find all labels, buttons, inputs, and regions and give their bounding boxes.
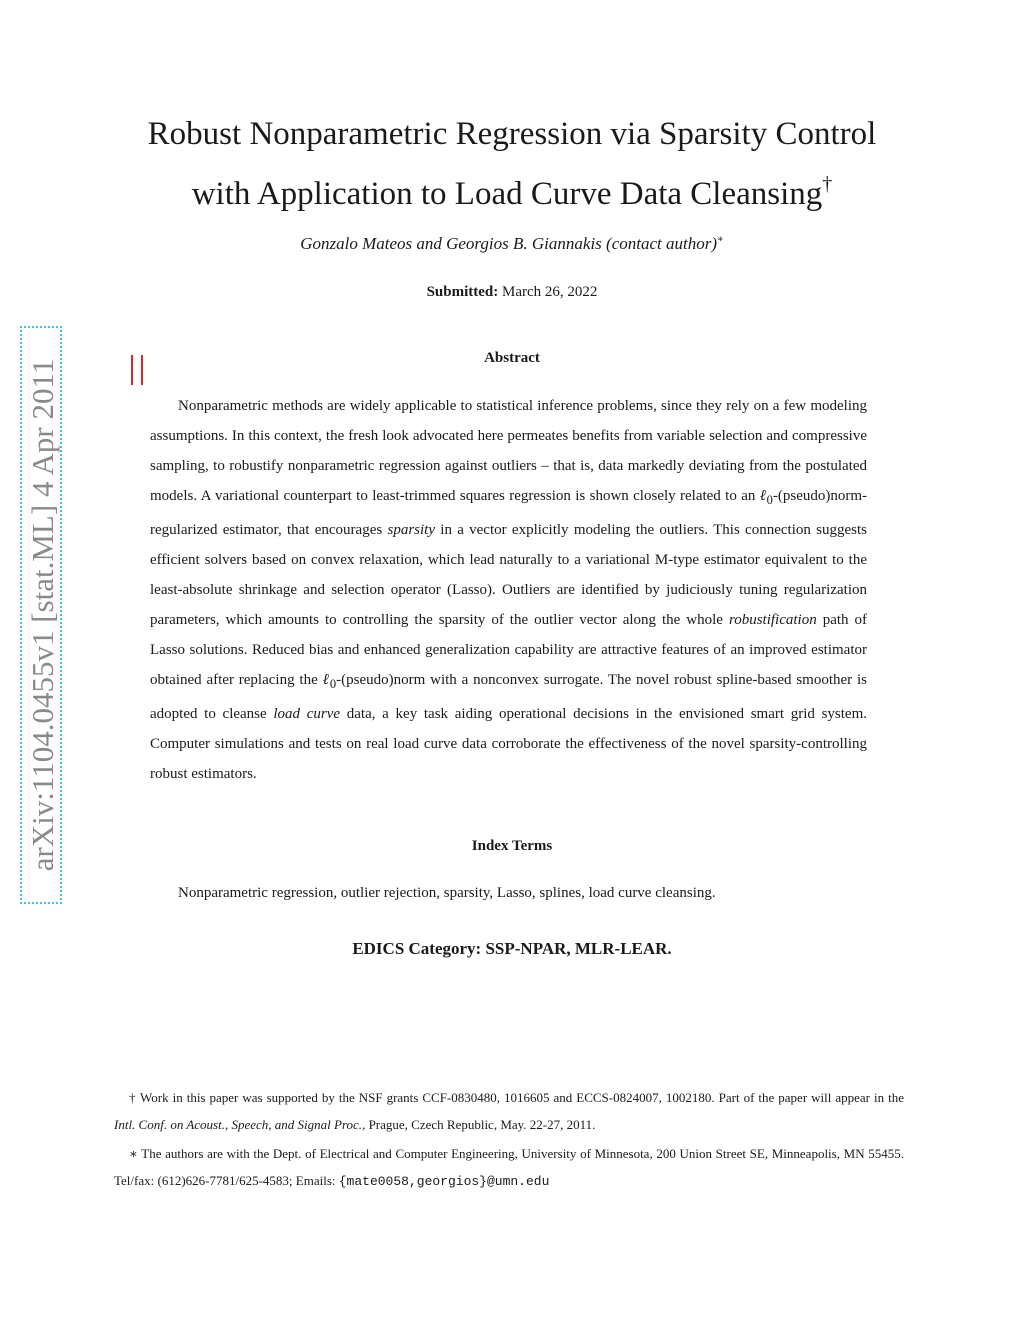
abstract-text-2: -(pseudo)norm-regularized estimator, that encourages	[150, 488, 868, 538]
index-terms-heading: Index Terms	[471, 838, 553, 854]
term-load-curve: load curve	[273, 706, 341, 722]
index-terms-keywords: Nonparametric regression, outlier rejection, sparsity, Lasso, splines, load curve cleansing.	[178, 885, 716, 901]
authors-text: Gonzalo Mateos and Georgios B. Giannakis (contact author)	[300, 234, 717, 253]
footnote-dagger: †	[129, 1090, 137, 1105]
submitted-date: March 26, 2022	[502, 284, 598, 300]
ell-symbol-2: ℓ	[322, 672, 330, 688]
paper-title	[0, 104, 1024, 224]
title-line-2-text: with Application to Load Curve Data Cleansing	[191, 176, 823, 212]
abstract-text-6: data, a key task aiding operational decisions in the envisioned smart grid system. Computer simulations and tests on real load curve data corroborate the effectiveness of the novel sparsity-controlling robust estimators.	[150, 706, 867, 782]
author-list	[0, 234, 1024, 254]
abstract-text-4: path of Lasso solutions. Reduced bias and enhanced generalization capability are attractive features of an improved estimator obtained after replacing the	[150, 612, 867, 688]
term-robustification: robustification	[728, 612, 817, 628]
abstract-text-5: -(pseudo)norm with a nonconvex surrogate. The novel robust spline-based smoother is adopted to cleanse	[150, 672, 867, 722]
ell-symbol-1: ℓ	[759, 488, 767, 504]
edics-category: EDICS Category: SSP-NPAR, MLR-LEAR.	[352, 939, 672, 958]
ell-subscript-1: 0	[766, 493, 773, 507]
footnote-funding-text: Work in this paper was supported by the NSF grants CCF-0830480, 1016605 and ECCS-0824007, 1002180. Part of the paper will appear in the	[136, 1090, 905, 1105]
author-asterisk-mark: ∗	[716, 234, 724, 245]
submitted-label: Submitted:	[426, 284, 499, 300]
footnote-venue: Intl. Conf. on Acoust., Speech, and Signal Proc.	[114, 1117, 363, 1132]
title-line-1: Robust Nonparametric Regression via Sparsity Control	[147, 116, 877, 152]
abstract-text-3: in a vector explicitly modeling the outliers. This connection suggests efficient solvers based on convex relaxation, which lead naturally to a variational M-type estimator equivalent to the least-absolute shrinkage and selection operator (Lasso). Outliers are identified by judiciously tuning regularization parameters, which amounts to controlling the sparsity of the outlier vector along the whole	[150, 522, 867, 628]
term-sparsity: sparsity	[387, 522, 435, 538]
abstract-text-1: Nonparametric methods are widely applicable to statistical inference problems, since they rely on a few modeling assumptions. In this context, the fresh look advocated here permeates benefits from variable selection and compressive sampling, to robustify nonparametric regression against outliers – that is, data markedly deviating from the postulated models. A variational counterpart to least-trimmed squares regression is shown closely related to an	[150, 398, 867, 504]
arxiv-stamp: arXiv:1104.0455v1 [stat.ML] 4 Apr 2011	[25, 358, 60, 872]
footnote-affiliation	[114, 1140, 904, 1195]
footnote-emails: {mate0058,georgios}@umn.edu	[338, 1174, 550, 1189]
submission-date	[0, 284, 1024, 301]
abstract-body	[150, 391, 867, 789]
footnote-asterisk: ∗	[129, 1146, 138, 1161]
abstract-heading: Abstract	[484, 350, 540, 366]
footnote-funding-location: , Prague, Czech Republic, May. 22-27, 2011.	[362, 1117, 596, 1132]
footnote-funding	[114, 1084, 904, 1138]
footnote-affiliation-text: The authors are with the Dept. of Electrical and Computer Engineering, University of Minnesota, 200 Union Street SE, Minneapolis, MN 55455. Tel/fax: (612)626-7781/625-4583; Emails:	[114, 1146, 904, 1188]
title-dagger-mark: †	[822, 173, 833, 195]
ell-subscript-2: 0	[329, 677, 337, 691]
title-line-2	[0, 164, 1024, 224]
